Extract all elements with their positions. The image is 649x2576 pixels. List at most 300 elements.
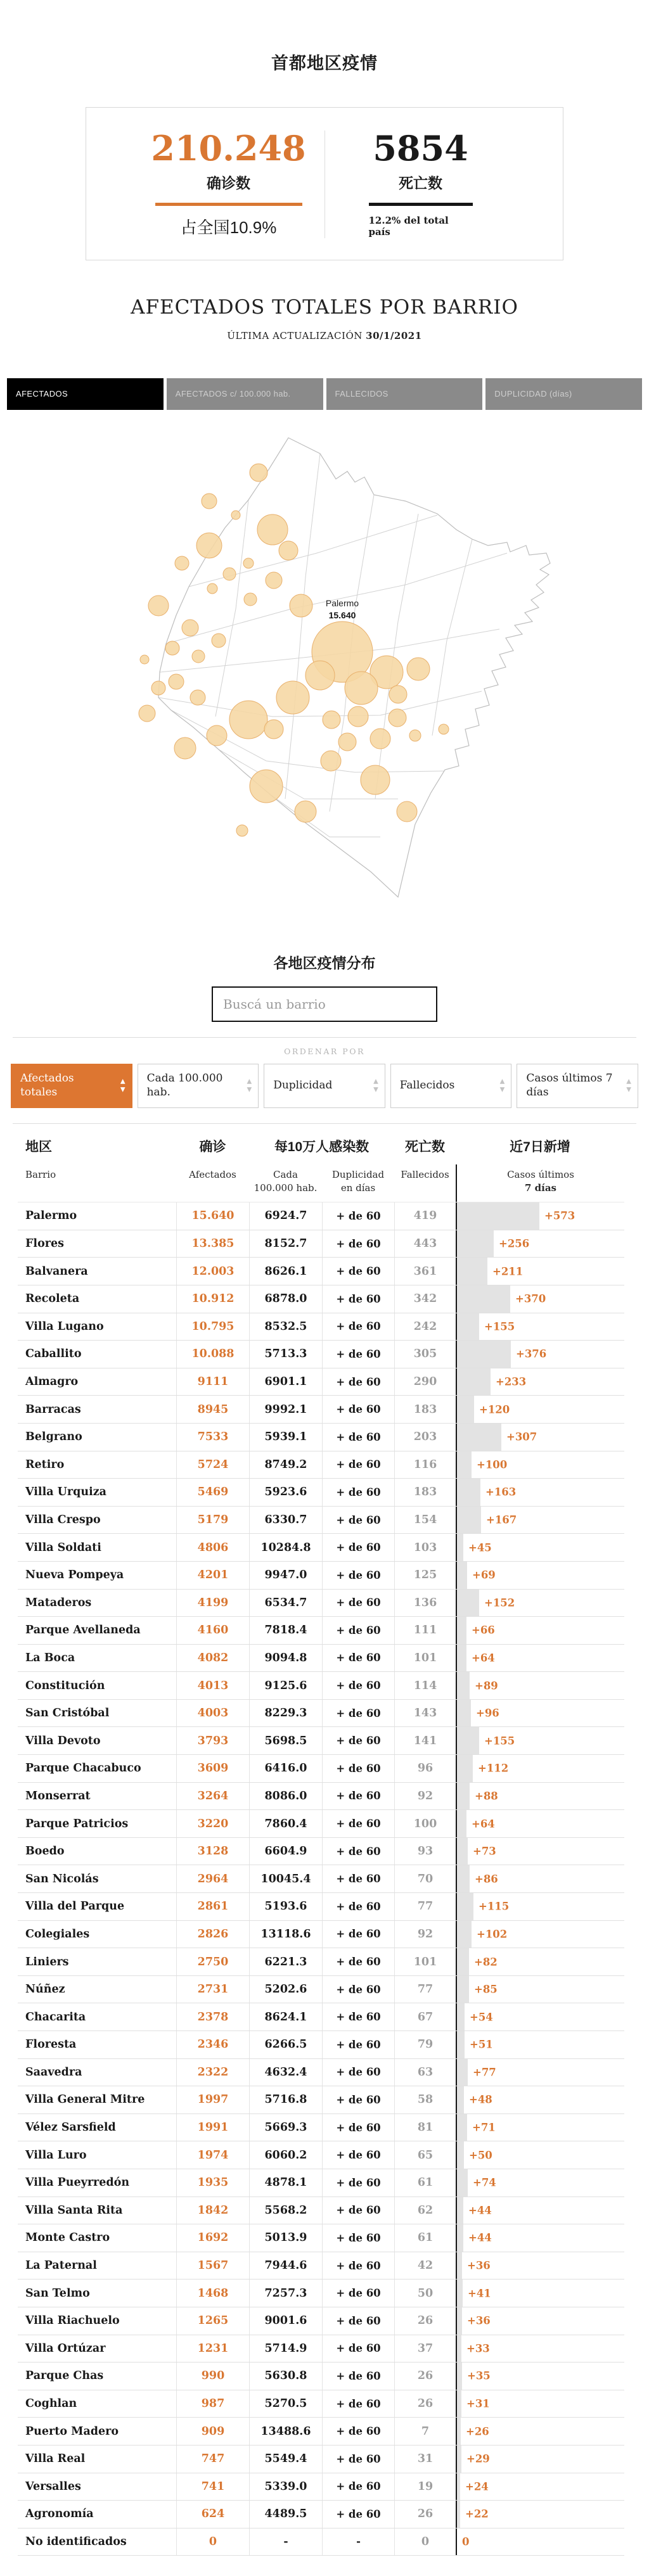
barrio-bubble (407, 658, 430, 680)
fallecidos-value: 58 (394, 2086, 456, 2114)
casos7d-cell (456, 2528, 624, 2556)
fallecidos-value: 92 (394, 1783, 456, 1810)
afectados-value: 10.912 (176, 1285, 249, 1313)
fallecidos-value: 361 (394, 1258, 456, 1285)
fallecidos-value: 443 (394, 1230, 456, 1258)
duplicidad-value: + de 60 (322, 1590, 394, 1617)
cada100k-value: 5549.4 (249, 2445, 322, 2473)
table-row (18, 1479, 624, 1507)
tab-1[interactable]: AFECTADOS c/ 100.000 hab. (167, 378, 323, 410)
casos7d-cell (456, 2086, 624, 2114)
duplicidad-value: + de 60 (322, 1341, 394, 1368)
table-sub-header (18, 1164, 624, 1202)
casos7d-cell (456, 2197, 624, 2224)
cada100k-value: 8626.1 (249, 1258, 322, 1285)
cada100k-value: 6901.1 (249, 1368, 322, 1396)
fallecidos-value: 26 (394, 2501, 456, 2528)
barrio-name: Caballito (25, 1348, 82, 1361)
table-row (18, 1590, 624, 1617)
barrio-name: Villa Pueyrredón (25, 2176, 130, 2190)
afectados-value: 909 (176, 2418, 249, 2445)
duplicidad-value: + de 60 (322, 2445, 394, 2473)
barrio-name: Nueva Pompeya (25, 1569, 124, 1582)
barrio-name: Villa Santa Rita (25, 2203, 123, 2217)
fallecidos-value: 77 (394, 1893, 456, 1920)
barrio-name: Retiro (25, 1458, 65, 1471)
barrio-bubble (397, 801, 417, 822)
afectados-value: 2750 (176, 1948, 249, 1975)
casos7d-label: +163 (485, 1486, 517, 1498)
fallecidos-value: 77 (394, 1976, 456, 2003)
casos7d-label: +45 (468, 1541, 492, 1554)
casos7d-cell (456, 2473, 624, 2501)
cada100k-value: 6221.3 (249, 1948, 322, 1975)
barrio-name: Recoleta (25, 1292, 80, 1306)
table-row (18, 2114, 624, 2142)
afectados-value: 2378 (176, 2003, 249, 2031)
table-row (18, 2418, 624, 2445)
fallecidos-value: 342 (394, 1285, 456, 1313)
barrio-bubble (321, 751, 341, 771)
casos7d-label: +29 (466, 2452, 490, 2465)
tab-2[interactable]: FALLECIDOS (326, 378, 483, 410)
table-row (18, 1865, 624, 1893)
barrio-name: Monte Castro (25, 2231, 110, 2245)
casos7d-bar (457, 2501, 460, 2528)
casos7d-label: +44 (468, 2231, 492, 2244)
fallecidos-value: 26 (394, 2362, 456, 2390)
afectados-value: 1997 (176, 2086, 249, 2114)
table-row (18, 1948, 624, 1976)
fallecidos-value: 31 (394, 2445, 456, 2473)
palermo-value: 15.640 (328, 609, 356, 620)
table-row (18, 1727, 624, 1755)
barrio-name: Constitución (25, 1679, 105, 1692)
cada100k-value: 6416.0 (249, 1755, 322, 1782)
duplicidad-value: + de 60 (322, 1258, 394, 1285)
casos7d-label: +96 (476, 1707, 499, 1719)
casos7d-bar (457, 2086, 464, 2114)
casos7d-label: +155 (484, 1320, 515, 1333)
cada100k-value: 7860.4 (249, 1810, 322, 1837)
barrio-name: Almagro (25, 1375, 79, 1389)
afectados-value: 741 (176, 2473, 249, 2501)
casos7d-label: +36 (467, 2314, 491, 2327)
casos7d-bar (457, 1672, 470, 1699)
barrio-bubble (243, 558, 254, 568)
afectados-value: 4160 (176, 1617, 249, 1644)
casos7d-bar (457, 1230, 494, 1258)
barrio-bubble (196, 533, 222, 558)
duplicidad-value: + de 60 (322, 1202, 394, 1230)
sub-header-fallecidos: Fallecidos (401, 1168, 449, 1180)
table-row (18, 2141, 624, 2169)
casos7d-cell (456, 1810, 624, 1837)
casos7d-label: +71 (472, 2121, 496, 2134)
casos7d-cell (456, 1258, 624, 1285)
casos7d-label: +64 (472, 1652, 495, 1664)
page-title: 首都地区疫情 (271, 54, 378, 73)
casos7d-cell (456, 1507, 624, 1534)
barrio-name: San Nicolás (25, 1872, 99, 1885)
deaths-accent-rule (369, 203, 473, 206)
duplicidad-value: + de 60 (322, 2141, 394, 2169)
casos7d-cell (456, 1783, 624, 1810)
casos7d-bar (457, 2307, 462, 2335)
fallecidos-value: 26 (394, 2390, 456, 2418)
barrio-name: San Telmo (25, 2286, 90, 2300)
casos7d-cell (456, 2335, 624, 2362)
casos7d-bar (457, 1948, 469, 1975)
search-input[interactable] (212, 986, 437, 1022)
barrio-name: Monserrat (25, 1789, 91, 1802)
cn-header-barrio: 地区 (25, 1139, 52, 1154)
sort-option-label: Casos últimos 7 días (526, 1072, 613, 1099)
afectados-value: 3793 (176, 1727, 249, 1754)
sort-arrows-icon: ▲ ▼ (373, 1078, 378, 1094)
casos7d-bar (457, 2114, 467, 2141)
afectados-value: 2322 (176, 2059, 249, 2086)
casos7d-cell (456, 1755, 624, 1782)
table-row (18, 2224, 624, 2252)
fallecidos-value: 61 (394, 2169, 456, 2197)
table-row (18, 2501, 624, 2528)
cases-total-value: 210.248 (151, 128, 306, 169)
casos7d-bar (457, 1755, 473, 1782)
barrio-bubble (148, 596, 169, 616)
fallecidos-value: 125 (394, 1562, 456, 1589)
afectados-value: 13.385 (176, 1230, 249, 1258)
duplicidad-value: + de 60 (322, 2307, 394, 2335)
casos7d-cell (456, 1202, 624, 1230)
sort-options-row (11, 1064, 638, 1108)
afectados-value: 9111 (176, 1368, 249, 1396)
duplicidad-value: + de 60 (322, 2114, 394, 2141)
casos7d-bar (457, 1783, 470, 1810)
afectados-value: 747 (176, 2445, 249, 2473)
cada100k-value: 8624.1 (249, 2003, 322, 2031)
cada100k-value: 13118.6 (249, 1921, 322, 1948)
sort-option-3[interactable] (390, 1064, 512, 1108)
casos7d-bar (457, 1258, 487, 1285)
fallecidos-value: 26 (394, 2307, 456, 2335)
casos7d-bar (457, 1921, 472, 1948)
casos7d-cell (456, 1727, 624, 1754)
barrio-bubble (207, 725, 227, 746)
fallecidos-value: 203 (394, 1424, 456, 1451)
casos7d-cell (456, 2252, 624, 2280)
cada100k-value: 5202.6 (249, 1976, 322, 2003)
fallecidos-value: 141 (394, 1727, 456, 1754)
barrio-name: La Paternal (25, 2259, 97, 2273)
table-row (18, 2307, 624, 2335)
fallecidos-value: 50 (394, 2280, 456, 2307)
casos7d-bar (457, 1645, 466, 1672)
cada100k-value: 9001.6 (249, 2307, 322, 2335)
barrio-name: Villa Crespo (25, 1514, 101, 1527)
barrio-bubble (169, 674, 184, 689)
cada100k-value: 6534.7 (249, 1590, 322, 1617)
barrio-name: Villa Lugano (25, 1320, 104, 1333)
afectados-value: 4806 (176, 1534, 249, 1561)
barrio-name: Villa Soldati (25, 1541, 101, 1554)
barrio-bubble (231, 511, 240, 520)
barrio-bubble (250, 464, 267, 481)
casos7d-label: +86 (475, 1873, 498, 1885)
afectados-value: 15.640 (176, 1202, 249, 1230)
table-row (18, 1258, 624, 1285)
duplicidad-value: + de 60 (322, 1562, 394, 1589)
casos7d-label: +120 (479, 1403, 510, 1416)
casos7d-bar (457, 1534, 463, 1561)
table-row (18, 1700, 624, 1728)
casos7d-label: +88 (475, 1790, 498, 1802)
afectados-value: 1231 (176, 2335, 249, 2362)
barrio-bubble (192, 650, 205, 663)
fallecidos-value: 101 (394, 1645, 456, 1672)
casos7d-bar (457, 2390, 461, 2418)
duplicidad-value: + de 60 (322, 1285, 394, 1313)
fallecidos-value: 62 (394, 2197, 456, 2224)
barrio-bubble (305, 661, 335, 690)
sort-option-1[interactable] (138, 1064, 259, 1108)
fallecidos-value: 111 (394, 1617, 456, 1644)
afectados-value: 0 (176, 2528, 249, 2556)
casos7d-label: +307 (506, 1431, 537, 1443)
table-row (18, 1534, 624, 1562)
cada100k-value: 8749.2 (249, 1451, 322, 1479)
duplicidad-value: + de 60 (322, 1479, 394, 1506)
last-updated-date: 30/1/2021 (366, 329, 422, 341)
duplicidad-value: + de 60 (322, 2197, 394, 2224)
table-row (18, 1368, 624, 1396)
barrio-name: Villa Devoto (25, 1734, 101, 1747)
casos7d-cell (456, 1838, 624, 1865)
last-updated-label: ÚLTIMA ACTUALIZACIÓN (227, 329, 366, 341)
casos7d-bar (457, 1341, 511, 1368)
duplicidad-value: + de 60 (322, 2224, 394, 2252)
casos7d-cell (456, 1562, 624, 1589)
barrio-bubble (250, 770, 283, 803)
casos7d-label: +74 (473, 2176, 496, 2189)
search-wrap (0, 986, 649, 1022)
barrio-bubble (361, 765, 390, 794)
casos7d-bar (457, 1313, 479, 1341)
cada100k-value: 7257.3 (249, 2280, 322, 2307)
casos7d-cell (456, 1921, 624, 1948)
barrio-name: Parque Chacabuco (25, 1762, 141, 1775)
cada100k-value: 6060.2 (249, 2141, 322, 2169)
fallecidos-value: 114 (394, 1672, 456, 1699)
table-row (18, 1617, 624, 1645)
cn-header-afectados: 确诊 (199, 1139, 226, 1154)
casos7d-cell (456, 2445, 624, 2473)
barrio-name: La Boca (25, 1651, 75, 1664)
afectados-value: 7533 (176, 1424, 249, 1451)
table-row (18, 2003, 624, 2031)
cada100k-value: 5270.5 (249, 2390, 322, 2418)
casos7d-bar (457, 1590, 479, 1617)
barrio-bubble (370, 729, 390, 749)
casos7d-label: +82 (474, 1956, 498, 1968)
summary-stat-card (86, 107, 563, 260)
casos7d-cell (456, 1590, 624, 1617)
table-row (18, 2362, 624, 2390)
last-updated (0, 330, 649, 341)
tab-3[interactable]: DUPLICIDAD (días) (485, 378, 642, 410)
casos7d-label: +31 (466, 2397, 490, 2410)
barrio-name: Boedo (25, 1845, 65, 1858)
sort-arrows-icon: ▲ ▼ (499, 1078, 505, 1094)
barrio-bubble (207, 583, 217, 594)
table-row (18, 1202, 624, 1230)
table-row (18, 2528, 624, 2556)
barrio-name: Villa Real (25, 2452, 86, 2466)
cada100k-value: 9947.0 (249, 1562, 322, 1589)
afectados-value: 3609 (176, 1755, 249, 1782)
fallecidos-value: 93 (394, 1838, 456, 1865)
table-row (18, 2335, 624, 2363)
fallecidos-value: 92 (394, 1921, 456, 1948)
cases-stat-block (133, 128, 324, 238)
duplicidad-value: + de 60 (322, 1396, 394, 1423)
tab-0[interactable]: AFECTADOS (7, 378, 164, 410)
barrio-bubble (295, 801, 316, 822)
sub-header-cada100k: Cada 100.000 hab. (254, 1168, 318, 1194)
table-row (18, 2086, 624, 2114)
cada100k-value: 5630.8 (249, 2362, 322, 2390)
casos7d-cell (456, 1976, 624, 2003)
barrio-name: Vélez Sarsfield (25, 2121, 116, 2134)
duplicidad-value: + de 60 (322, 1948, 394, 1975)
afectados-value: 10.088 (176, 1341, 249, 1368)
casos7d-cell (456, 1893, 624, 1920)
afectados-value: 5469 (176, 1479, 249, 1506)
casos7d-label: +54 (470, 2011, 493, 2024)
duplicidad-value: + de 60 (322, 2335, 394, 2362)
casos7d-label: +155 (484, 1735, 515, 1747)
cn-header-casos7d: 近7日新增 (510, 1139, 570, 1154)
casos7d-cell (456, 1313, 624, 1341)
casos7d-label: +66 (472, 1624, 495, 1636)
duplicidad-value: + de 60 (322, 1976, 394, 2003)
cada100k-value: 5713.3 (249, 1341, 322, 1368)
duplicidad-value: - (322, 2528, 394, 2556)
afectados-value: 2861 (176, 1893, 249, 1920)
fallecidos-value: 42 (394, 2252, 456, 2280)
fallecidos-value: 19 (394, 2473, 456, 2501)
casos7d-label: +22 (465, 2508, 489, 2520)
fallecidos-value: 65 (394, 2141, 456, 2169)
casos7d-label: +376 (516, 1348, 547, 1360)
fallecidos-value: 101 (394, 1948, 456, 1975)
afectados-value: 4199 (176, 1590, 249, 1617)
barrio-name: Coghlan (25, 2397, 77, 2411)
casos7d-bar (457, 2473, 460, 2501)
barrio-name: No identificados (25, 2535, 127, 2548)
barrio-bubble (389, 685, 407, 703)
table-row (18, 2197, 624, 2225)
cada100k-value: 5568.2 (249, 2197, 322, 2224)
afectados-value: 10.795 (176, 1313, 249, 1341)
barrio-name: Versalles (25, 2480, 81, 2493)
map-metric-tabs (7, 378, 642, 410)
fallecidos-value: 37 (394, 2335, 456, 2362)
cada100k-value: 8086.0 (249, 1783, 322, 1810)
table-row (18, 1396, 624, 1424)
barrio-bubble (236, 825, 248, 836)
table-row (18, 2031, 624, 2059)
table-row (18, 2059, 624, 2087)
sort-option-2[interactable] (264, 1064, 385, 1108)
duplicidad-value: + de 60 (322, 1755, 394, 1782)
duplicidad-value: + de 60 (322, 1368, 394, 1396)
duplicidad-value: + de 60 (322, 2280, 394, 2307)
casos7d-bar (457, 2445, 461, 2473)
cada100k-value: 5013.9 (249, 2224, 322, 2252)
afectados-value: 5179 (176, 1507, 249, 1534)
table-row (18, 1921, 624, 1949)
casos7d-bar (457, 1368, 491, 1396)
casos7d-bar (457, 2335, 461, 2362)
casos7d-cell (456, 2169, 624, 2197)
sort-option-label: Cada 100.000 hab. (146, 1072, 223, 1099)
table-row (18, 1507, 624, 1534)
casos7d-bar (457, 2141, 464, 2169)
casos7d-cell (456, 2418, 624, 2445)
barrio-bubble (279, 541, 298, 560)
cada100k-value: 4632.4 (249, 2059, 322, 2086)
casos7d-bar (457, 1810, 466, 1837)
barrio-bubble (389, 709, 406, 727)
sort-option-4[interactable] (517, 1064, 638, 1108)
casos7d-bar (457, 1976, 469, 2003)
casos7d-label: +167 (486, 1514, 517, 1526)
duplicidad-value: + de 60 (322, 1451, 394, 1479)
duplicidad-value: + de 60 (322, 1838, 394, 1865)
duplicidad-value: + de 60 (322, 2252, 394, 2280)
duplicidad-value: + de 60 (322, 2086, 394, 2114)
table-row (18, 1893, 624, 1921)
barrio-bubble (257, 514, 288, 545)
sort-by-label: ORDENAR POR (284, 1046, 365, 1056)
barrio-name: Núñez (25, 1983, 65, 1996)
table-row (18, 2390, 624, 2418)
barrio-name: Flores (25, 1237, 64, 1251)
fallecidos-value: 61 (394, 2224, 456, 2252)
duplicidad-value: + de 60 (322, 1727, 394, 1754)
casos7d-cell (456, 1341, 624, 1368)
cada100k-value: 10045.4 (249, 1865, 322, 1892)
barrio-name: Villa Ortúzar (25, 2342, 106, 2355)
cada100k-value: 10284.8 (249, 1534, 322, 1561)
casos7d-bar (457, 2418, 461, 2445)
casos7d-label: +64 (472, 1818, 495, 1830)
casos7d-cell (456, 2390, 624, 2418)
table-row (18, 2445, 624, 2473)
casos7d-bar (457, 1617, 466, 1644)
table-row (18, 2252, 624, 2280)
cases-country-share: 占全国10.9% (180, 217, 277, 237)
barrio-name: Agronomía (25, 2508, 94, 2521)
cada100k-value: 5716.8 (249, 2086, 322, 2114)
casos7d-label: +85 (474, 1983, 498, 1996)
casos7d-cell (456, 2307, 624, 2335)
cada100k-value: 5714.9 (249, 2335, 322, 2362)
sort-option-0[interactable] (11, 1064, 132, 1108)
cada100k-value: 9992.1 (249, 1396, 322, 1423)
barrio-bubble (266, 572, 282, 589)
